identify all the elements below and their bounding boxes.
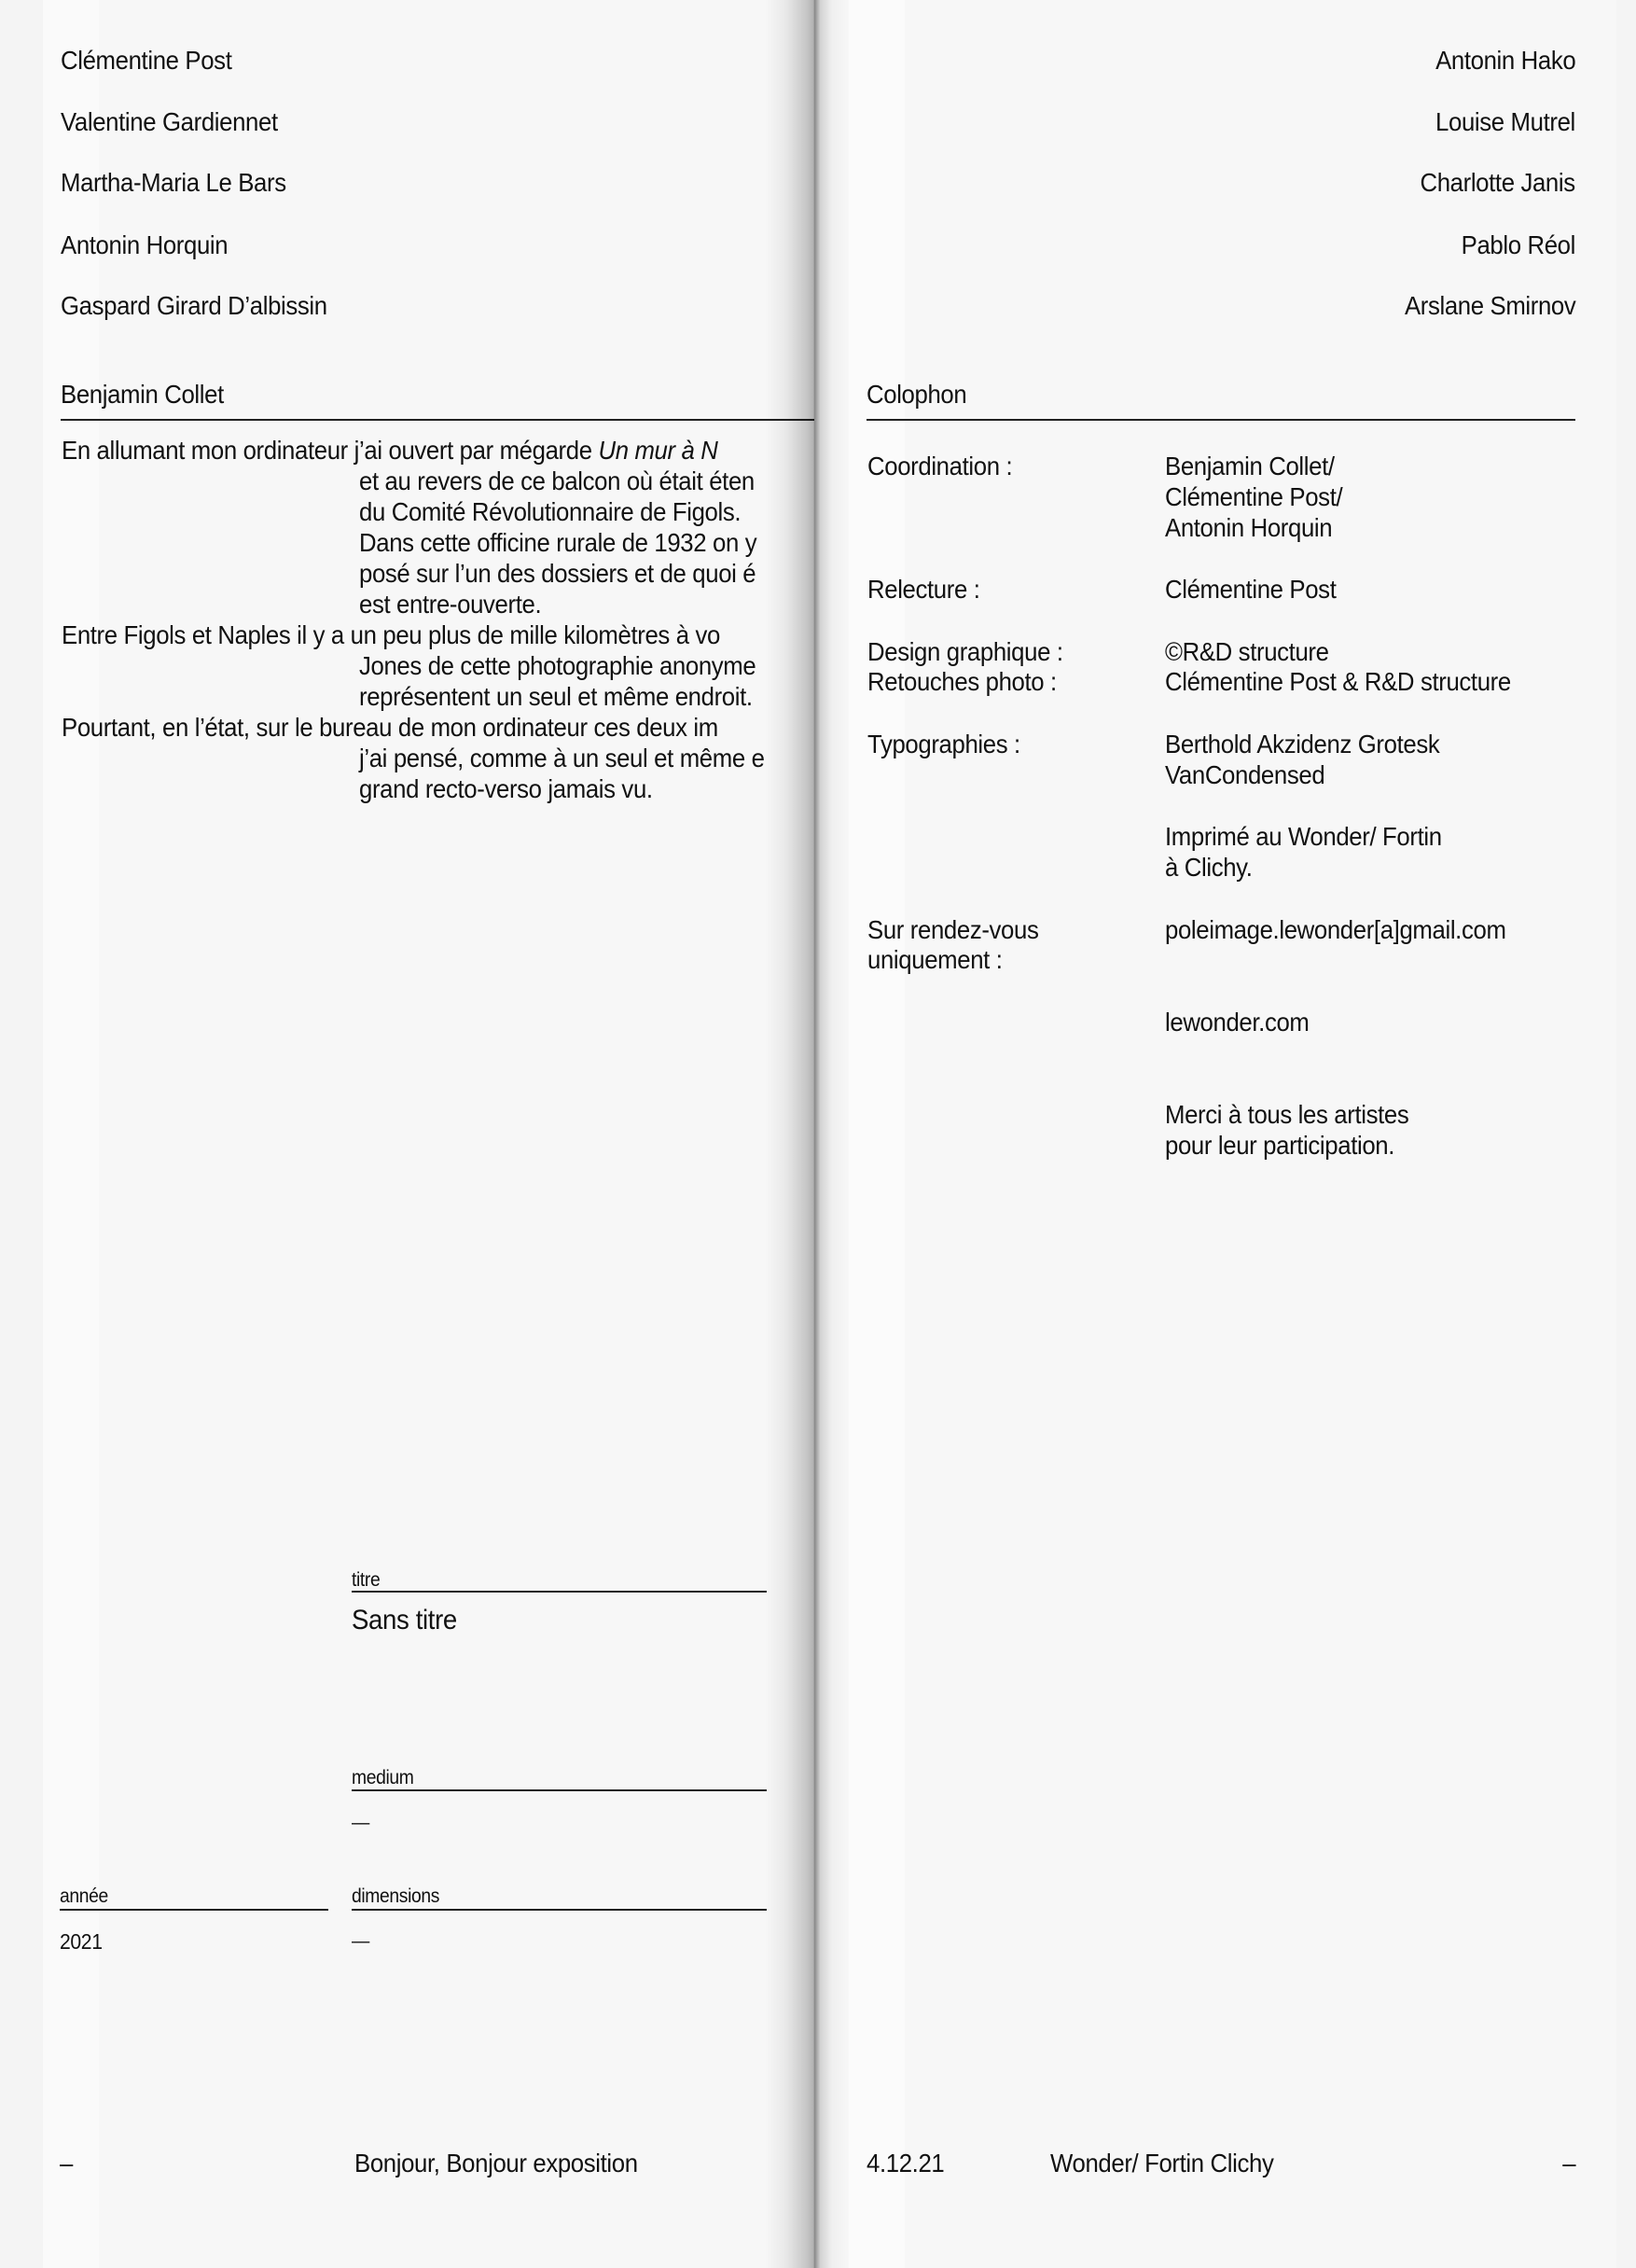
typo-label: Typographies :: [867, 730, 1020, 758]
footer-title: Bonjour, Bonjour exposition: [354, 2149, 638, 2178]
thanks-text: pour leur participation.: [1165, 1131, 1395, 1160]
titre-value: Sans titre: [352, 1605, 457, 1635]
text-line: du Comité Révolutionnaire de Figols.: [359, 497, 742, 526]
print-info: Imprimé au Wonder/ Fortin: [1165, 822, 1442, 851]
typo-value: VanCondensed: [1165, 760, 1325, 789]
relecture-label: Relecture :: [867, 575, 980, 604]
text-line: grand recto-verso jamais vu.: [359, 774, 653, 803]
rdv-label: Sur rendez-vous: [867, 915, 1039, 944]
footer-dash: –: [1562, 2149, 1575, 2178]
dimensions-value: —: [352, 1930, 369, 1952]
text-line: Pourtant, en l’état, sur le bureau de mon ordinateur ces deux im: [62, 713, 718, 742]
website-link[interactable]: lewonder.com: [1165, 1008, 1310, 1037]
design-label: Design graphique :: [867, 637, 1063, 666]
divider: [352, 1789, 767, 1791]
left-name: Gaspard Girard D’albissin: [61, 291, 327, 320]
text-line: Entre Figols et Naples il y a un peu plus de mille kilomètres à vo: [62, 620, 720, 649]
retouches-label: Retouches photo :: [867, 667, 1057, 696]
divider: [352, 1591, 767, 1593]
text-line: j’ai pensé, comme à un seul et même e: [359, 744, 765, 772]
print-info: à Clichy.: [1165, 853, 1253, 882]
email-link[interactable]: poleimage.lewonder[a]gmail.com: [1165, 915, 1506, 944]
relecture-value: Clémentine Post: [1165, 575, 1337, 604]
text-line: et au revers de ce balcon où était éten: [359, 466, 755, 495]
text-line: est entre-ouverte.: [359, 590, 542, 619]
annee-label: année: [60, 1885, 108, 1907]
right-name: Louise Mutrel: [1435, 107, 1575, 136]
retouches-value: Clémentine Post & R&D structure: [1165, 667, 1511, 696]
right-name: Arslane Smirnov: [1404, 291, 1575, 320]
coordination-value: Benjamin Collet/: [1165, 452, 1335, 480]
divider: [61, 419, 814, 421]
typo-value: Berthold Akzidenz Grotesk: [1165, 730, 1440, 758]
right-name: Charlotte Janis: [1420, 168, 1575, 197]
left-name: Clémentine Post: [61, 46, 232, 75]
left-name: Valentine Gardiennet: [61, 107, 278, 136]
divider: [60, 1909, 328, 1911]
medium-label: medium: [352, 1767, 414, 1788]
right-name: Antonin Hako: [1435, 46, 1575, 75]
footer-date: 4.12.21: [867, 2149, 945, 2178]
divider: [867, 419, 1575, 421]
coordination-value: Antonin Horquin: [1165, 513, 1333, 542]
rdv-label: uniquement :: [867, 945, 1003, 974]
dimensions-label: dimensions: [352, 1885, 440, 1907]
coordination-label: Coordination :: [867, 452, 1013, 480]
section-title: Benjamin Collet: [61, 380, 224, 409]
design-value: ©R&D structure: [1165, 637, 1329, 666]
right-page-edge: [849, 0, 905, 2268]
footer-venue: Wonder/ Fortin Clichy: [1050, 2149, 1274, 2178]
footer-dash: –: [60, 2149, 73, 2178]
medium-value: —: [352, 1812, 369, 1833]
coordination-value: Clémentine Post/: [1165, 482, 1343, 511]
page-fold-shadow: [765, 0, 849, 2268]
italic-title: Un mur à N: [598, 436, 718, 465]
right-name: Pablo Réol: [1461, 230, 1575, 259]
colophon-title: Colophon: [867, 380, 967, 409]
divider: [352, 1909, 767, 1911]
thanks-text: Merci à tous les artistes: [1165, 1100, 1409, 1129]
text-line: posé sur l’un des dossiers et de quoi é: [359, 559, 756, 588]
left-name: Antonin Horquin: [61, 230, 229, 259]
annee-value: 2021: [60, 1929, 103, 1954]
text-line: En allumant mon ordinateur j’ai ouvert par mégarde Un mur à N: [62, 436, 718, 465]
text-line: représentent un seul et même endroit.: [359, 682, 753, 711]
text-line: Dans cette officine rurale de 1932 on y: [359, 528, 757, 557]
text-line: Jones de cette photographie anonyme: [359, 651, 756, 680]
titre-label: titre: [352, 1569, 381, 1591]
left-page-content: [0, 0, 814, 2268]
left-name: Martha-Maria Le Bars: [61, 168, 286, 197]
